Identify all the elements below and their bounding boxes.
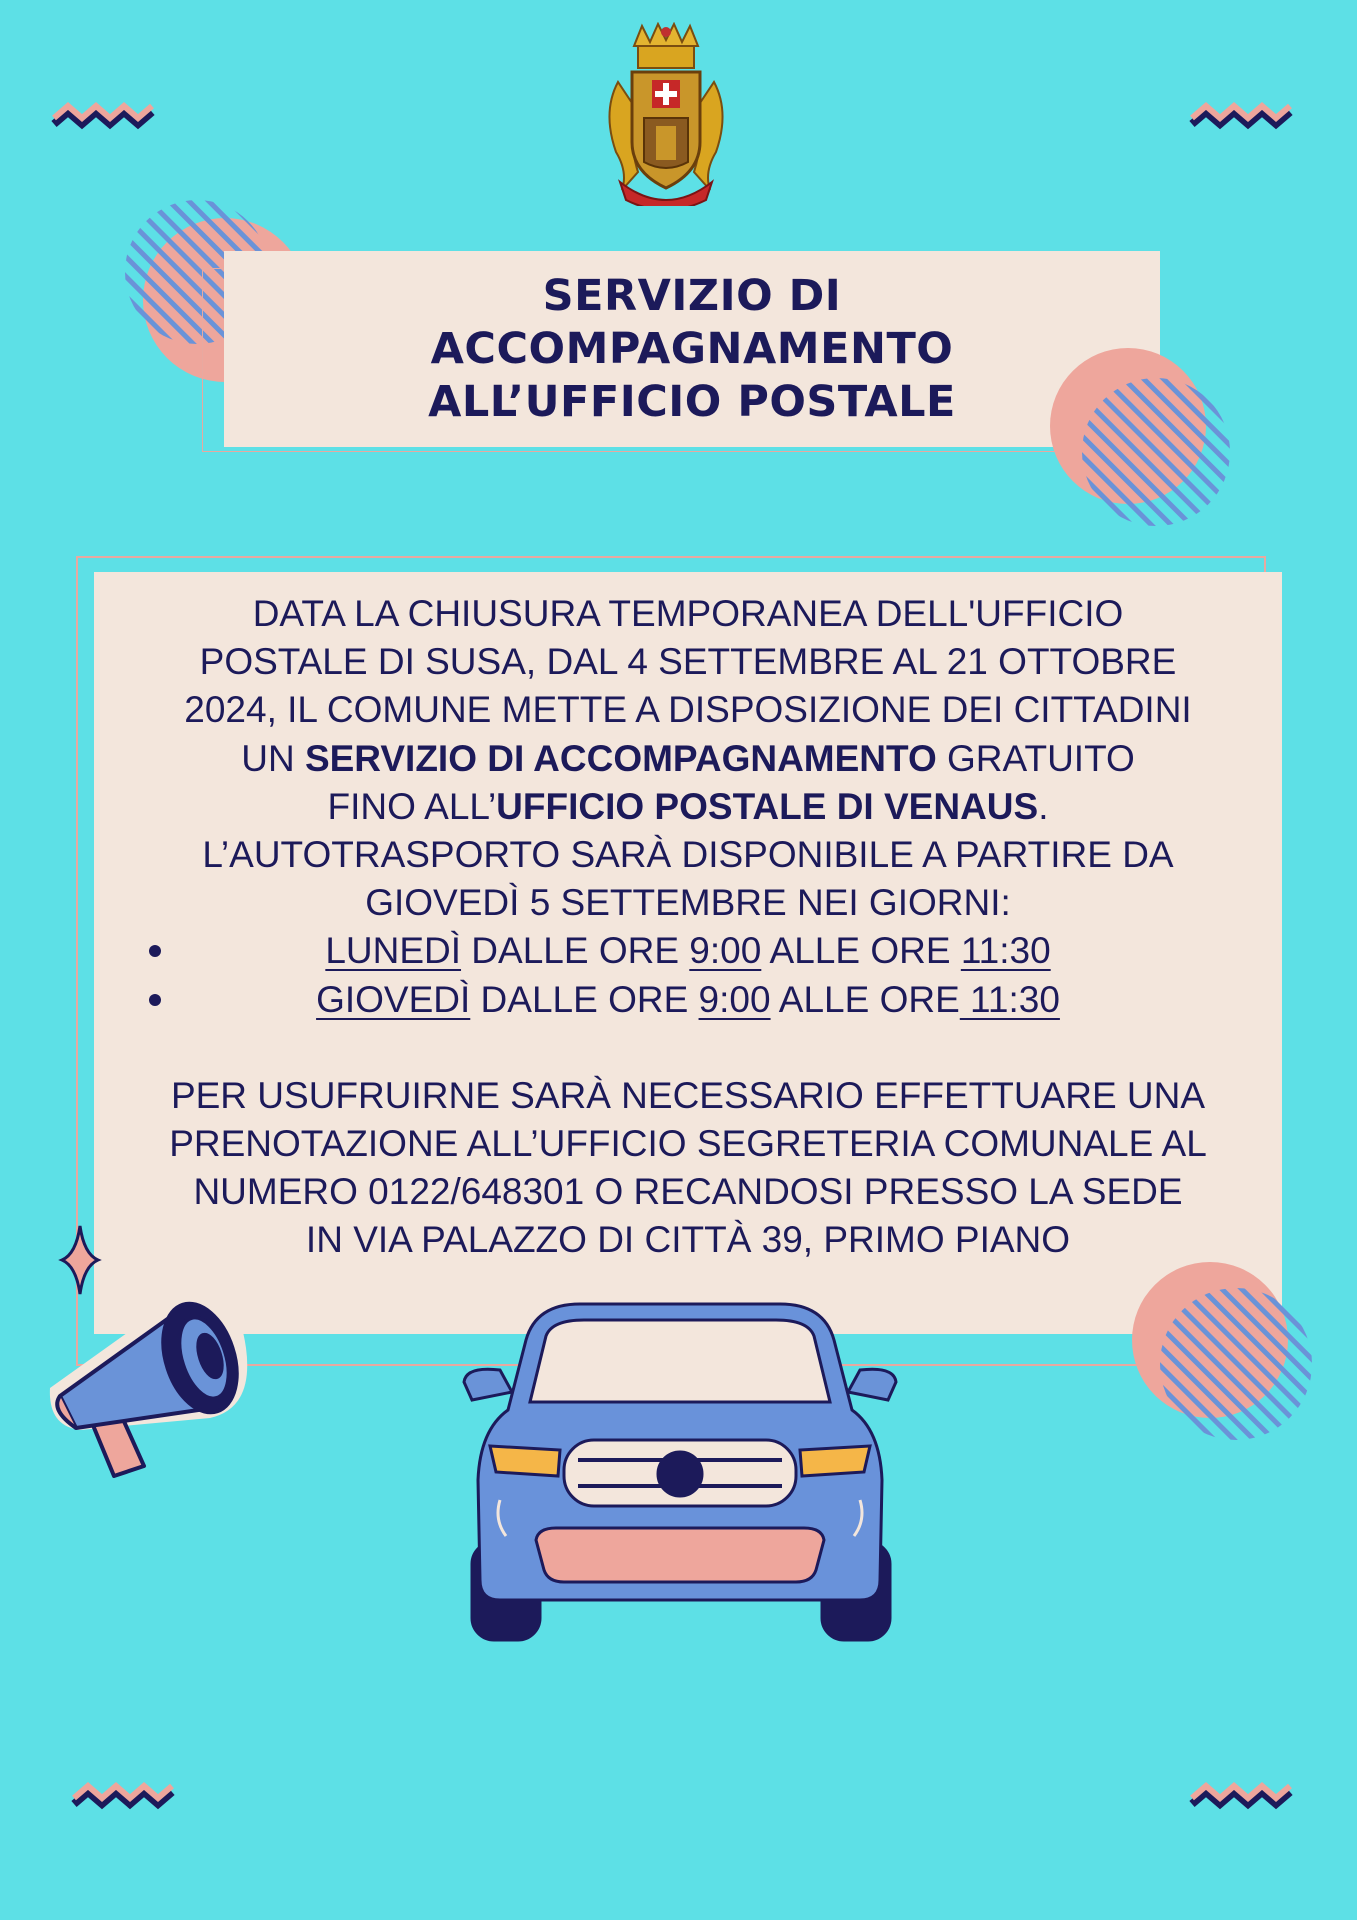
announcement-text: DATA LA CHIUSURA TEMPORANEA DELL'UFFICIO POSTALE DI SUSA, DAL 4 SETTEMBRE AL 21 OTTOBRE 2024, IL COMUNE METTE A DISPOSIZIONE DEI CITTADINI UN SERVIZIO DI ACCOMPAGNAMENTO GRATUITO FINO ALL’UFFICIO POSTALE DI VENAUS. L’AUTOTRASPORTO SARÀ DISPONIBILE A PARTIRE DA GIOVEDÌ 5 SETTEMBRE NEI GIORNI: LUNEDÌ DALLE ORE 9:00 ALLE ORE 11:30 GIOVEDÌ DALLE ORE 9:00 ALLE ORE 11:30 PER USUFRUIRNE SARÀ NECESSARIO EFFETTUARE UNA PRENOTAZIONE ALL’UFFICIO SEGRETERIA COMUNALE AL NUMERO 0122/648301 O RECANDOSI PRESSO LA SEDE IN VIA PALAZZO DI CITTÀ 39, PRIMO PIANO <box>94 590 1282 1265</box>
bullet-icon <box>149 994 161 1006</box>
decorative-circle <box>1050 348 1230 530</box>
bullet-icon <box>149 945 161 957</box>
zigzag-icon <box>1188 1780 1298 1816</box>
zigzag-icon <box>1188 100 1298 136</box>
body-card <box>94 572 1282 1334</box>
zigzag-icon <box>50 100 160 136</box>
car-illustration <box>460 1300 900 1644</box>
schedule-item: LUNEDÌ DALLE ORE 9:00 ALLE ORE 11:30 <box>94 927 1282 975</box>
zigzag-icon <box>70 1780 180 1816</box>
page-title: SERVIZIO DI ACCOMPAGNAMENTO ALL’UFFICIO POSTALE <box>428 270 956 427</box>
decorative-circle <box>1132 1262 1312 1444</box>
schedule-item: GIOVEDÌ DALLE ORE 9:00 ALLE ORE 11:30 <box>94 976 1282 1024</box>
title-card <box>224 251 1160 447</box>
crest-coat-of-arms <box>598 22 734 206</box>
megaphone-icon <box>40 1248 260 1478</box>
